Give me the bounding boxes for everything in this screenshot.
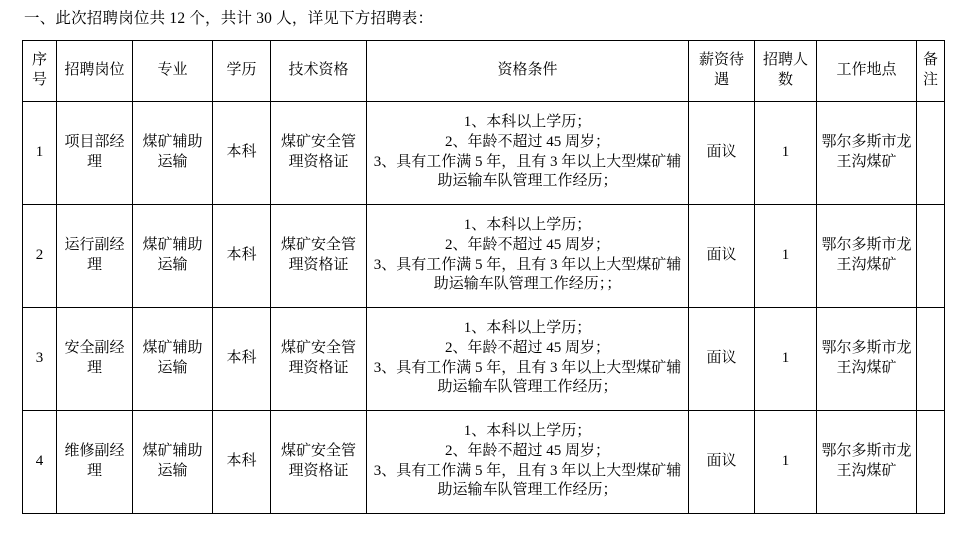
qualification-line: 1、本科以上学历； xyxy=(463,320,592,337)
cell-education: 本科 xyxy=(213,307,271,410)
cell-seq: 4 xyxy=(23,410,57,513)
cell-salary: 面议 xyxy=(689,101,755,204)
cell-seq: 1 xyxy=(23,101,57,204)
header-seq: 序号 xyxy=(23,40,57,101)
cell-count: 1 xyxy=(755,410,817,513)
header-certificate: 技术资格 xyxy=(271,40,367,101)
cell-certificate: 煤矿安全管理资格证 xyxy=(271,307,367,410)
header-location: 工作地点 xyxy=(817,40,917,101)
cell-education: 本科 xyxy=(213,410,271,513)
qualification-line: 1、本科以上学历； xyxy=(463,423,592,440)
intro-paragraph: 一、此次招聘岗位共 12 个，共计 30 人，详见下方招聘表： xyxy=(24,10,434,27)
cell-salary: 面议 xyxy=(689,307,755,410)
header-count: 招聘人数 xyxy=(755,40,817,101)
cell-location: 鄂尔多斯市龙王沟煤矿 xyxy=(817,101,917,204)
qualification-line: 2、年龄不超过 45 周岁； xyxy=(444,133,610,150)
cell-qualifications xyxy=(367,410,689,513)
cell-location: 鄂尔多斯市龙王沟煤矿 xyxy=(817,204,917,307)
cell-major: 煤矿辅助运输 xyxy=(133,410,213,513)
cell-qualifications xyxy=(367,204,689,307)
header-education: 学历 xyxy=(213,40,271,101)
cell-major: 煤矿辅助运输 xyxy=(133,307,213,410)
cell-qualifications xyxy=(367,307,689,410)
cell-count: 1 xyxy=(755,101,817,204)
cell-post: 运行副经理 xyxy=(57,204,133,307)
qualification-line: 2、年龄不超过 45 周岁； xyxy=(444,442,610,459)
cell-remark xyxy=(917,204,945,307)
table-row xyxy=(23,101,945,204)
table-header-row xyxy=(23,40,945,101)
header-qualifications: 资格条件 xyxy=(367,40,689,101)
cell-post: 维修副经理 xyxy=(57,410,133,513)
cell-education: 本科 xyxy=(213,101,271,204)
cell-seq: 3 xyxy=(23,307,57,410)
cell-certificate: 煤矿安全管理资格证 xyxy=(271,410,367,513)
cell-remark xyxy=(917,410,945,513)
header-remark: 备注 xyxy=(917,40,945,101)
cell-major: 煤矿辅助运输 xyxy=(133,101,213,204)
qualification-line: 2、年龄不超过 45 周岁； xyxy=(444,339,610,356)
cell-remark xyxy=(917,307,945,410)
cell-salary: 面议 xyxy=(689,410,755,513)
header-major: 专业 xyxy=(133,40,213,101)
qualification-line: 3、具有工作满 5 年，且有 3 年以上大型煤矿辅助运输车队管理工作经历；； xyxy=(373,256,682,293)
table-row xyxy=(23,204,945,307)
recruitment-table xyxy=(22,40,945,514)
cell-post: 项目部经理 xyxy=(57,101,133,204)
cell-certificate: 煤矿安全管理资格证 xyxy=(271,101,367,204)
cell-location: 鄂尔多斯市龙王沟煤矿 xyxy=(817,410,917,513)
cell-seq: 2 xyxy=(23,204,57,307)
cell-major: 煤矿辅助运输 xyxy=(133,204,213,307)
cell-count: 1 xyxy=(755,204,817,307)
qualification-line: 3、具有工作满 5 年，且有 3 年以上大型煤矿辅助运输车队管理工作经历； xyxy=(373,462,682,499)
qualification-line: 3、具有工作满 5 年，且有 3 年以上大型煤矿辅助运输车队管理工作经历； xyxy=(373,153,682,190)
header-post: 招聘岗位 xyxy=(57,40,133,101)
cell-education: 本科 xyxy=(213,204,271,307)
table-row xyxy=(23,307,945,410)
cell-location: 鄂尔多斯市龙王沟煤矿 xyxy=(817,307,917,410)
table-row xyxy=(23,410,945,513)
qualification-line: 3、具有工作满 5 年，且有 3 年以上大型煤矿辅助运输车队管理工作经历； xyxy=(373,359,682,396)
cell-qualifications xyxy=(367,101,689,204)
cell-count: 1 xyxy=(755,307,817,410)
qualification-line: 1、本科以上学历； xyxy=(463,114,592,131)
cell-post: 安全副经理 xyxy=(57,307,133,410)
cell-salary: 面议 xyxy=(689,204,755,307)
header-salary: 薪资待遇 xyxy=(689,40,755,101)
cell-certificate: 煤矿安全管理资格证 xyxy=(271,204,367,307)
qualification-line: 1、本科以上学历； xyxy=(463,217,592,234)
qualification-line: 2、年龄不超过 45 周岁； xyxy=(444,236,610,253)
cell-remark xyxy=(917,101,945,204)
